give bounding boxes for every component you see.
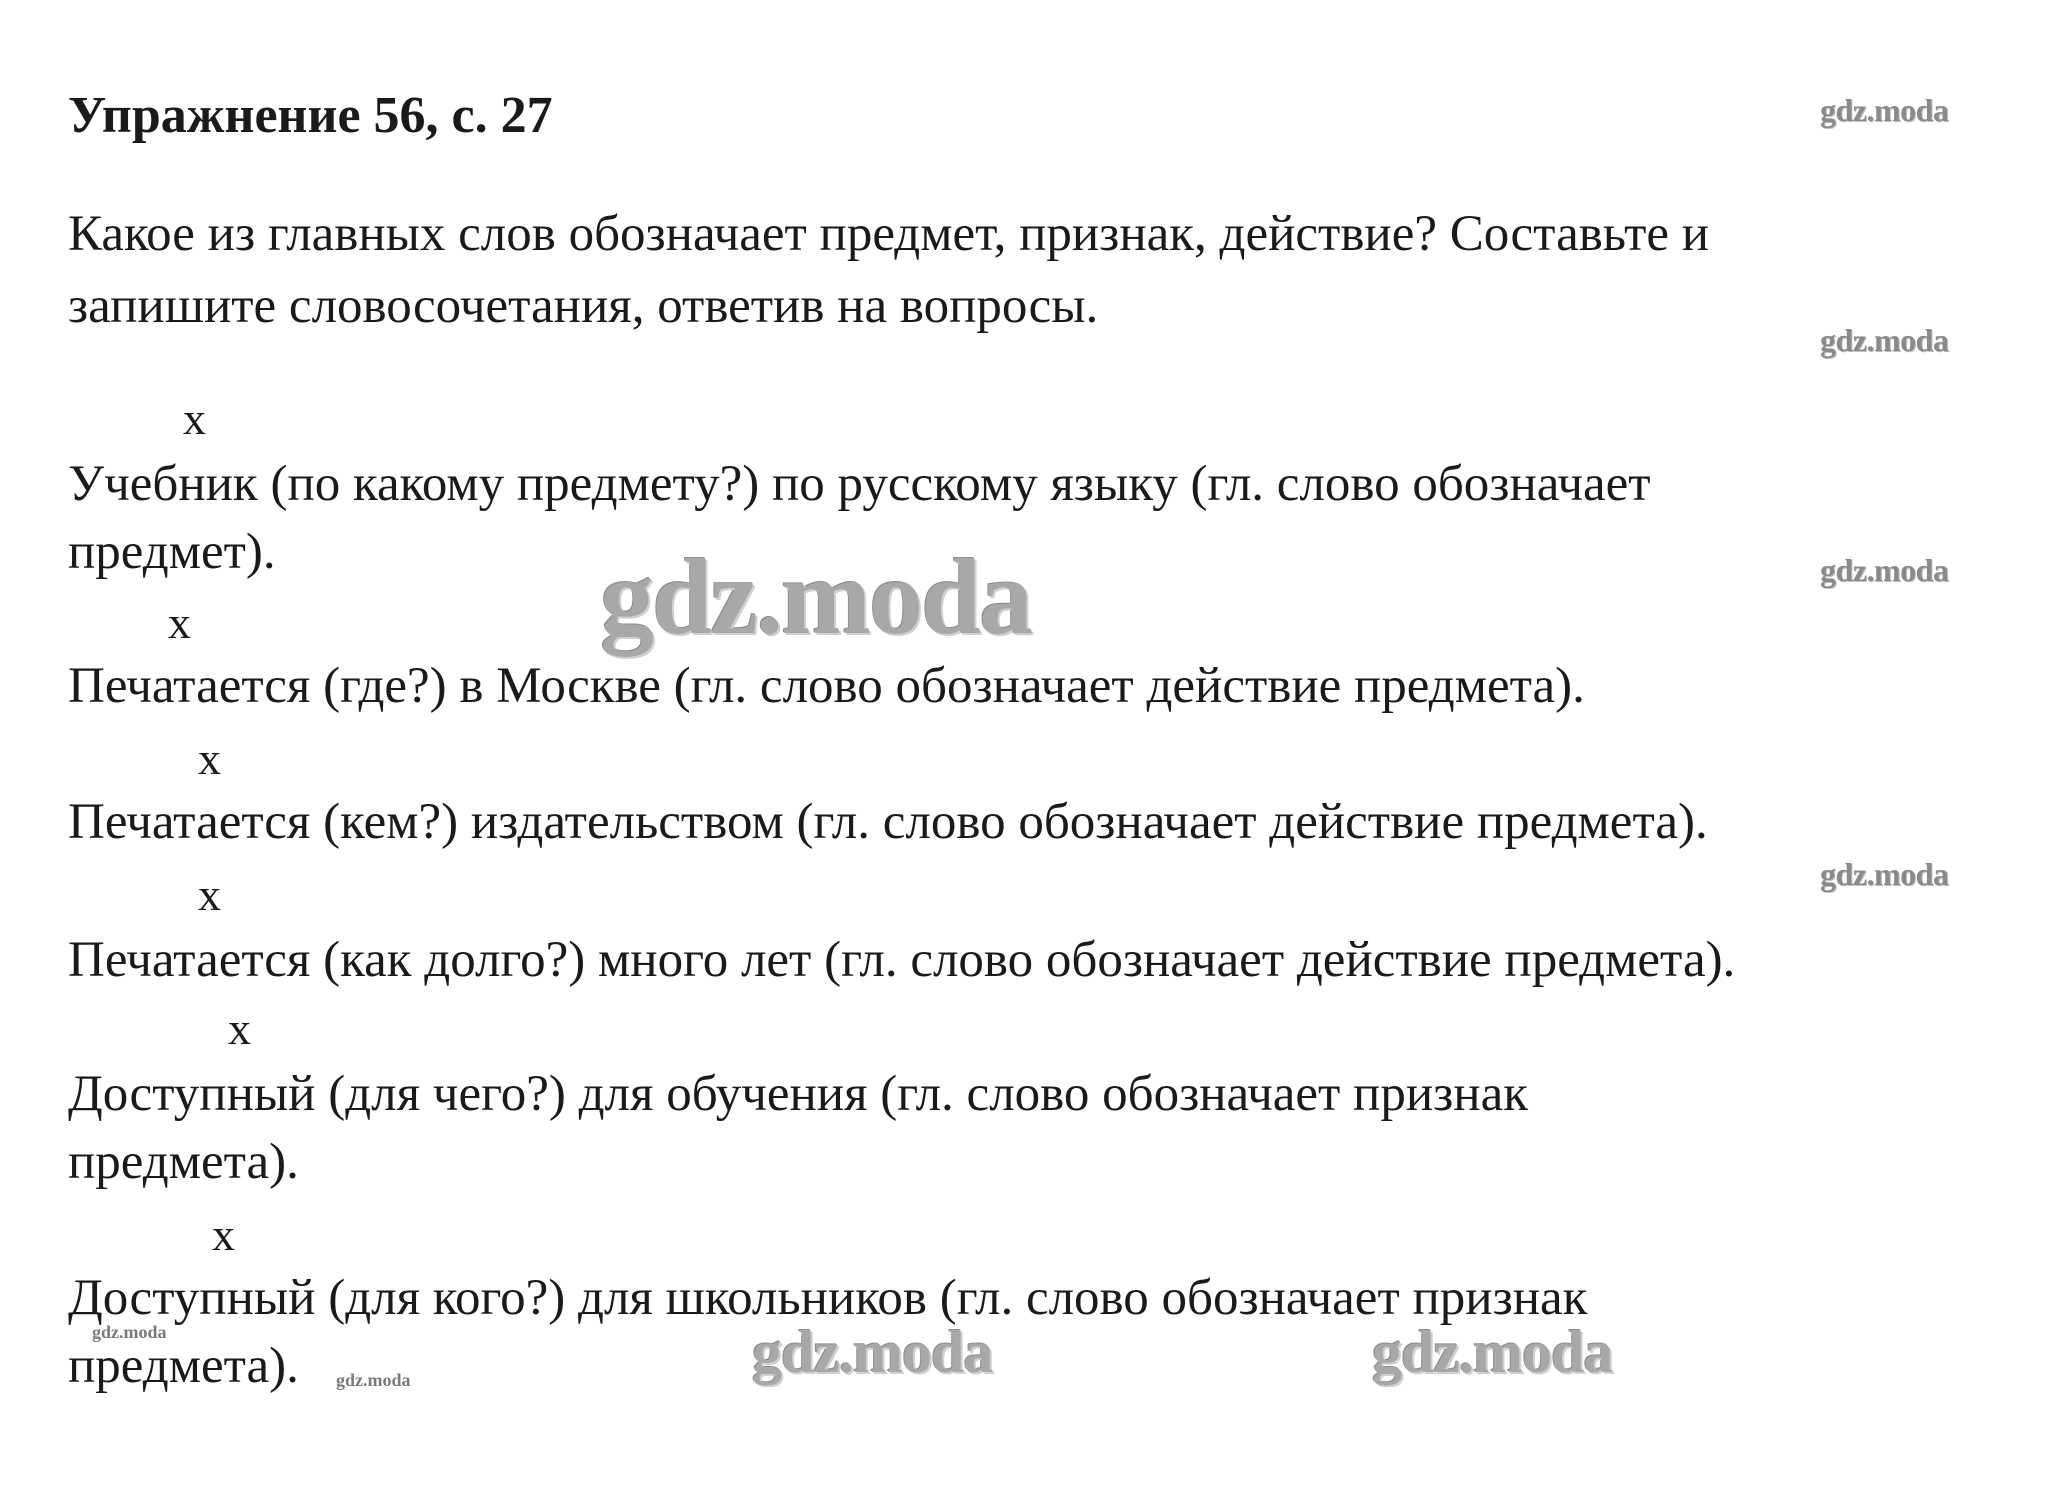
main-word-mark: x bbox=[198, 869, 221, 920]
watermark: gdz.moda bbox=[752, 1319, 993, 1385]
watermark: gdz.moda bbox=[1820, 322, 1949, 358]
task-text-line-2: запишите словосочетания, ответив на вопросы. bbox=[68, 278, 1099, 334]
answer-line: предмета). bbox=[68, 1338, 299, 1394]
main-word-mark: x bbox=[168, 597, 191, 648]
answer-line: Печатается (кем?) издательством (гл. слово обозначает действие предмета). bbox=[68, 794, 1708, 850]
main-word-mark: x bbox=[228, 1003, 251, 1054]
page-title: Упражнение 56, с. 27 bbox=[68, 87, 553, 144]
task-text-line-1: Какое из главных слов обозначает предмет, признак, действие? Составьте и bbox=[68, 206, 1710, 262]
watermark: gdz.moda bbox=[92, 1322, 167, 1342]
watermark: gdz.moda bbox=[1372, 1319, 1613, 1385]
answer-line: Печатается (как долго?) много лет (гл. слово обозначает действие предмета). bbox=[68, 932, 1736, 988]
watermark: gdz.moda bbox=[1820, 92, 1949, 128]
watermark: gdz.moda bbox=[336, 1370, 411, 1390]
answer-line: Доступный (для чего?) для обучения (гл. слово обозначает признак bbox=[68, 1066, 1528, 1122]
watermark: gdz.moda bbox=[1820, 856, 1949, 892]
answer-line: Учебник (по какому предмету?) по русскому языку (гл. слово обозначает bbox=[68, 456, 1651, 512]
watermark: gdz.moda bbox=[1820, 552, 1949, 588]
answer-line: предмет). bbox=[68, 524, 276, 580]
watermark: gdz.moda bbox=[600, 538, 1032, 657]
answer-line: Доступный (для кого?) для школьников (гл. слово обозначает признак bbox=[68, 1270, 1588, 1326]
main-word-mark: x bbox=[198, 733, 221, 784]
answer-line: предмета). bbox=[68, 1134, 299, 1190]
main-word-mark: x bbox=[212, 1209, 235, 1260]
main-word-mark: x bbox=[183, 393, 206, 444]
answer-line: Печатается (где?) в Москве (гл. слово обозначает действие предмета). bbox=[68, 658, 1585, 714]
